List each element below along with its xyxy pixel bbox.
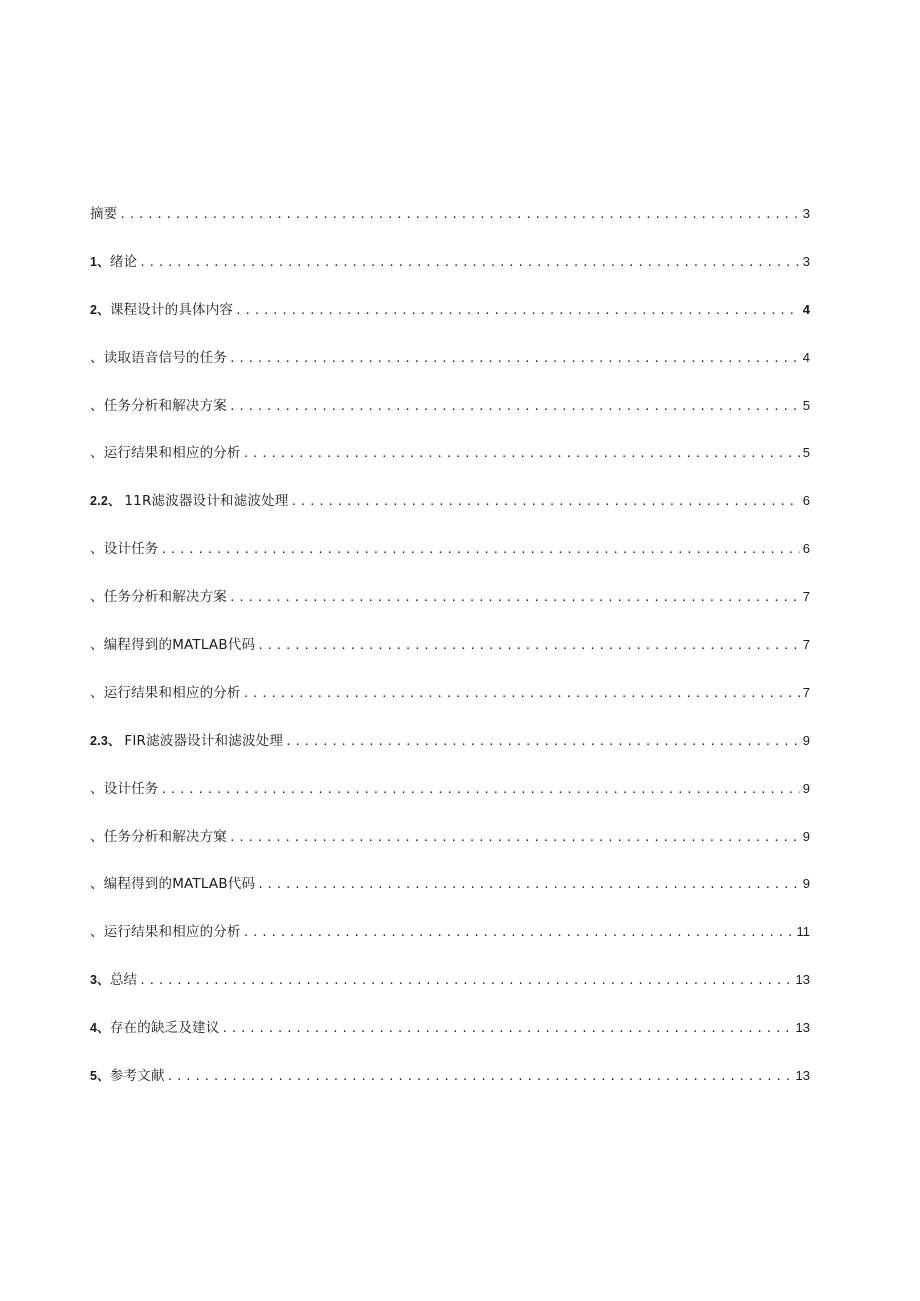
toc-entry-title [90, 633, 255, 657]
toc-entry-text: 、设计任务 [90, 780, 159, 797]
toc-page-number: 4 [802, 349, 810, 365]
toc-entry-text: 、读取语音信号的任务 [90, 349, 227, 366]
toc-entry-text: 、编程得到的MATLAB代码 [90, 637, 256, 654]
toc-entry[interactable] [90, 394, 810, 442]
toc-entry-number: 2.3、 [90, 733, 125, 748]
toc-dot-leader [243, 682, 800, 706]
toc-dot-leader [257, 634, 800, 658]
toc-dot-leader [229, 826, 800, 850]
toc-dot-leader [235, 299, 800, 323]
toc-entry-text: 课程设计的具体内容 [109, 301, 234, 318]
toc-entry-title [90, 825, 227, 849]
toc-entry-text: 总结 [109, 972, 138, 989]
toc-entry[interactable] [90, 346, 810, 394]
toc-dot-leader [221, 1017, 792, 1041]
toc-entry-title [90, 394, 227, 418]
toc-page-number: 5 [802, 445, 810, 461]
toc-entry[interactable] [90, 537, 810, 585]
toc-entry-title [90, 920, 241, 944]
toc-dot-leader [257, 873, 800, 897]
toc-entry-title [90, 585, 227, 609]
toc-entry-text: FIR滤波器设计和滤波处理 [124, 732, 284, 749]
table-of-contents [90, 202, 810, 1112]
toc-page-number: 9 [802, 828, 810, 844]
toc-entry-text: 、设计任务 [90, 541, 159, 558]
toc-entry[interactable] [90, 633, 810, 681]
toc-dot-leader [243, 921, 794, 945]
toc-entry[interactable] [90, 681, 810, 729]
toc-entry[interactable] [90, 250, 810, 298]
toc-entry-title [90, 1016, 219, 1040]
toc-page-number: 4 [802, 301, 810, 317]
toc-entry-number: 3、 [90, 973, 110, 988]
toc-dot-leader [167, 1065, 793, 1089]
toc-page-number: 13 [795, 1020, 810, 1036]
toc-entry-text: 存在的缺乏及建议 [109, 1020, 220, 1037]
toc-entry[interactable] [90, 872, 810, 920]
toc-page-number: 13 [795, 972, 810, 988]
toc-entry[interactable] [90, 1064, 810, 1112]
toc-entry-text: 、运行结果和相应的分析 [90, 445, 241, 462]
toc-page-number: 7 [802, 684, 810, 700]
toc-dot-leader [291, 490, 800, 514]
toc-entry[interactable] [90, 585, 810, 633]
toc-entry[interactable] [90, 298, 810, 346]
toc-entry[interactable] [90, 825, 810, 873]
toc-page-number: 9 [802, 732, 810, 748]
toc-dot-leader [161, 538, 800, 562]
toc-dot-leader [229, 586, 800, 610]
toc-entry-number: 5、 [90, 1069, 110, 1084]
toc-entry-title [90, 1064, 165, 1088]
toc-entry[interactable] [90, 441, 810, 489]
toc-entry-text: 、任务分析和解决方案 [90, 589, 227, 606]
toc-dot-leader [243, 442, 800, 466]
toc-page-number: 9 [802, 876, 810, 892]
toc-entry[interactable] [90, 489, 810, 537]
toc-page-number: 9 [802, 780, 810, 796]
toc-entry-text: 、运行结果和相应的分析 [90, 924, 241, 941]
toc-page-number: 3 [802, 206, 810, 221]
toc-dot-leader [161, 778, 800, 802]
toc-page-number: 6 [802, 493, 810, 509]
toc-page-number: 13 [795, 1068, 810, 1084]
toc-entry-title [90, 872, 255, 896]
toc-entry-title [90, 298, 233, 322]
toc-entry-title [90, 681, 241, 705]
toc-page-number: 6 [802, 541, 810, 557]
toc-entry-title [90, 777, 159, 801]
toc-entry-title [90, 441, 241, 465]
toc-entry-text: 11R滤波器设计和滤波处理 [124, 493, 289, 510]
toc-entry-number: 1、 [90, 254, 110, 269]
toc-entry-title [90, 346, 227, 370]
toc-entry-number: 4、 [90, 1021, 110, 1036]
toc-entry[interactable] [90, 777, 810, 825]
toc-entry-text: 、运行结果和相应的分析 [90, 684, 241, 701]
toc-dot-leader [119, 203, 799, 227]
toc-dot-leader [139, 969, 792, 993]
toc-entry-text: 、任务分析和解决方窠 [90, 828, 227, 845]
toc-entry[interactable] [90, 729, 810, 777]
toc-entry-title [90, 968, 137, 992]
toc-entry[interactable] [90, 1016, 810, 1064]
toc-entry-text: 、编程得到的MATLAB代码 [90, 876, 256, 893]
toc-dot-leader [229, 395, 800, 419]
toc-page-number: 7 [802, 637, 810, 653]
toc-entry-text: 、任务分析和解决方案 [90, 397, 227, 414]
toc-entry-text: 绪论 [109, 253, 138, 270]
toc-entry-title [90, 250, 137, 274]
toc-entry-title [90, 537, 159, 561]
toc-page-number: 7 [802, 589, 810, 605]
toc-dot-leader [139, 251, 800, 275]
toc-page-number: 3 [802, 253, 810, 269]
toc-entry-title [90, 489, 289, 513]
toc-entry-title [90, 202, 117, 226]
toc-dot-leader [229, 347, 800, 371]
toc-entry[interactable] [90, 202, 810, 250]
toc-dot-leader [285, 730, 800, 754]
toc-entry-number: 2.2、 [90, 494, 125, 509]
toc-entry[interactable] [90, 968, 810, 1016]
toc-page-number: 5 [802, 397, 810, 413]
toc-entry-text: 参考文献 [109, 1068, 165, 1085]
toc-entry-number: 2、 [90, 302, 110, 317]
toc-entry-text: 摘要 [90, 206, 118, 222]
toc-entry-title [90, 729, 283, 753]
toc-page-number: 11 [796, 924, 810, 940]
toc-entry[interactable] [90, 920, 810, 968]
